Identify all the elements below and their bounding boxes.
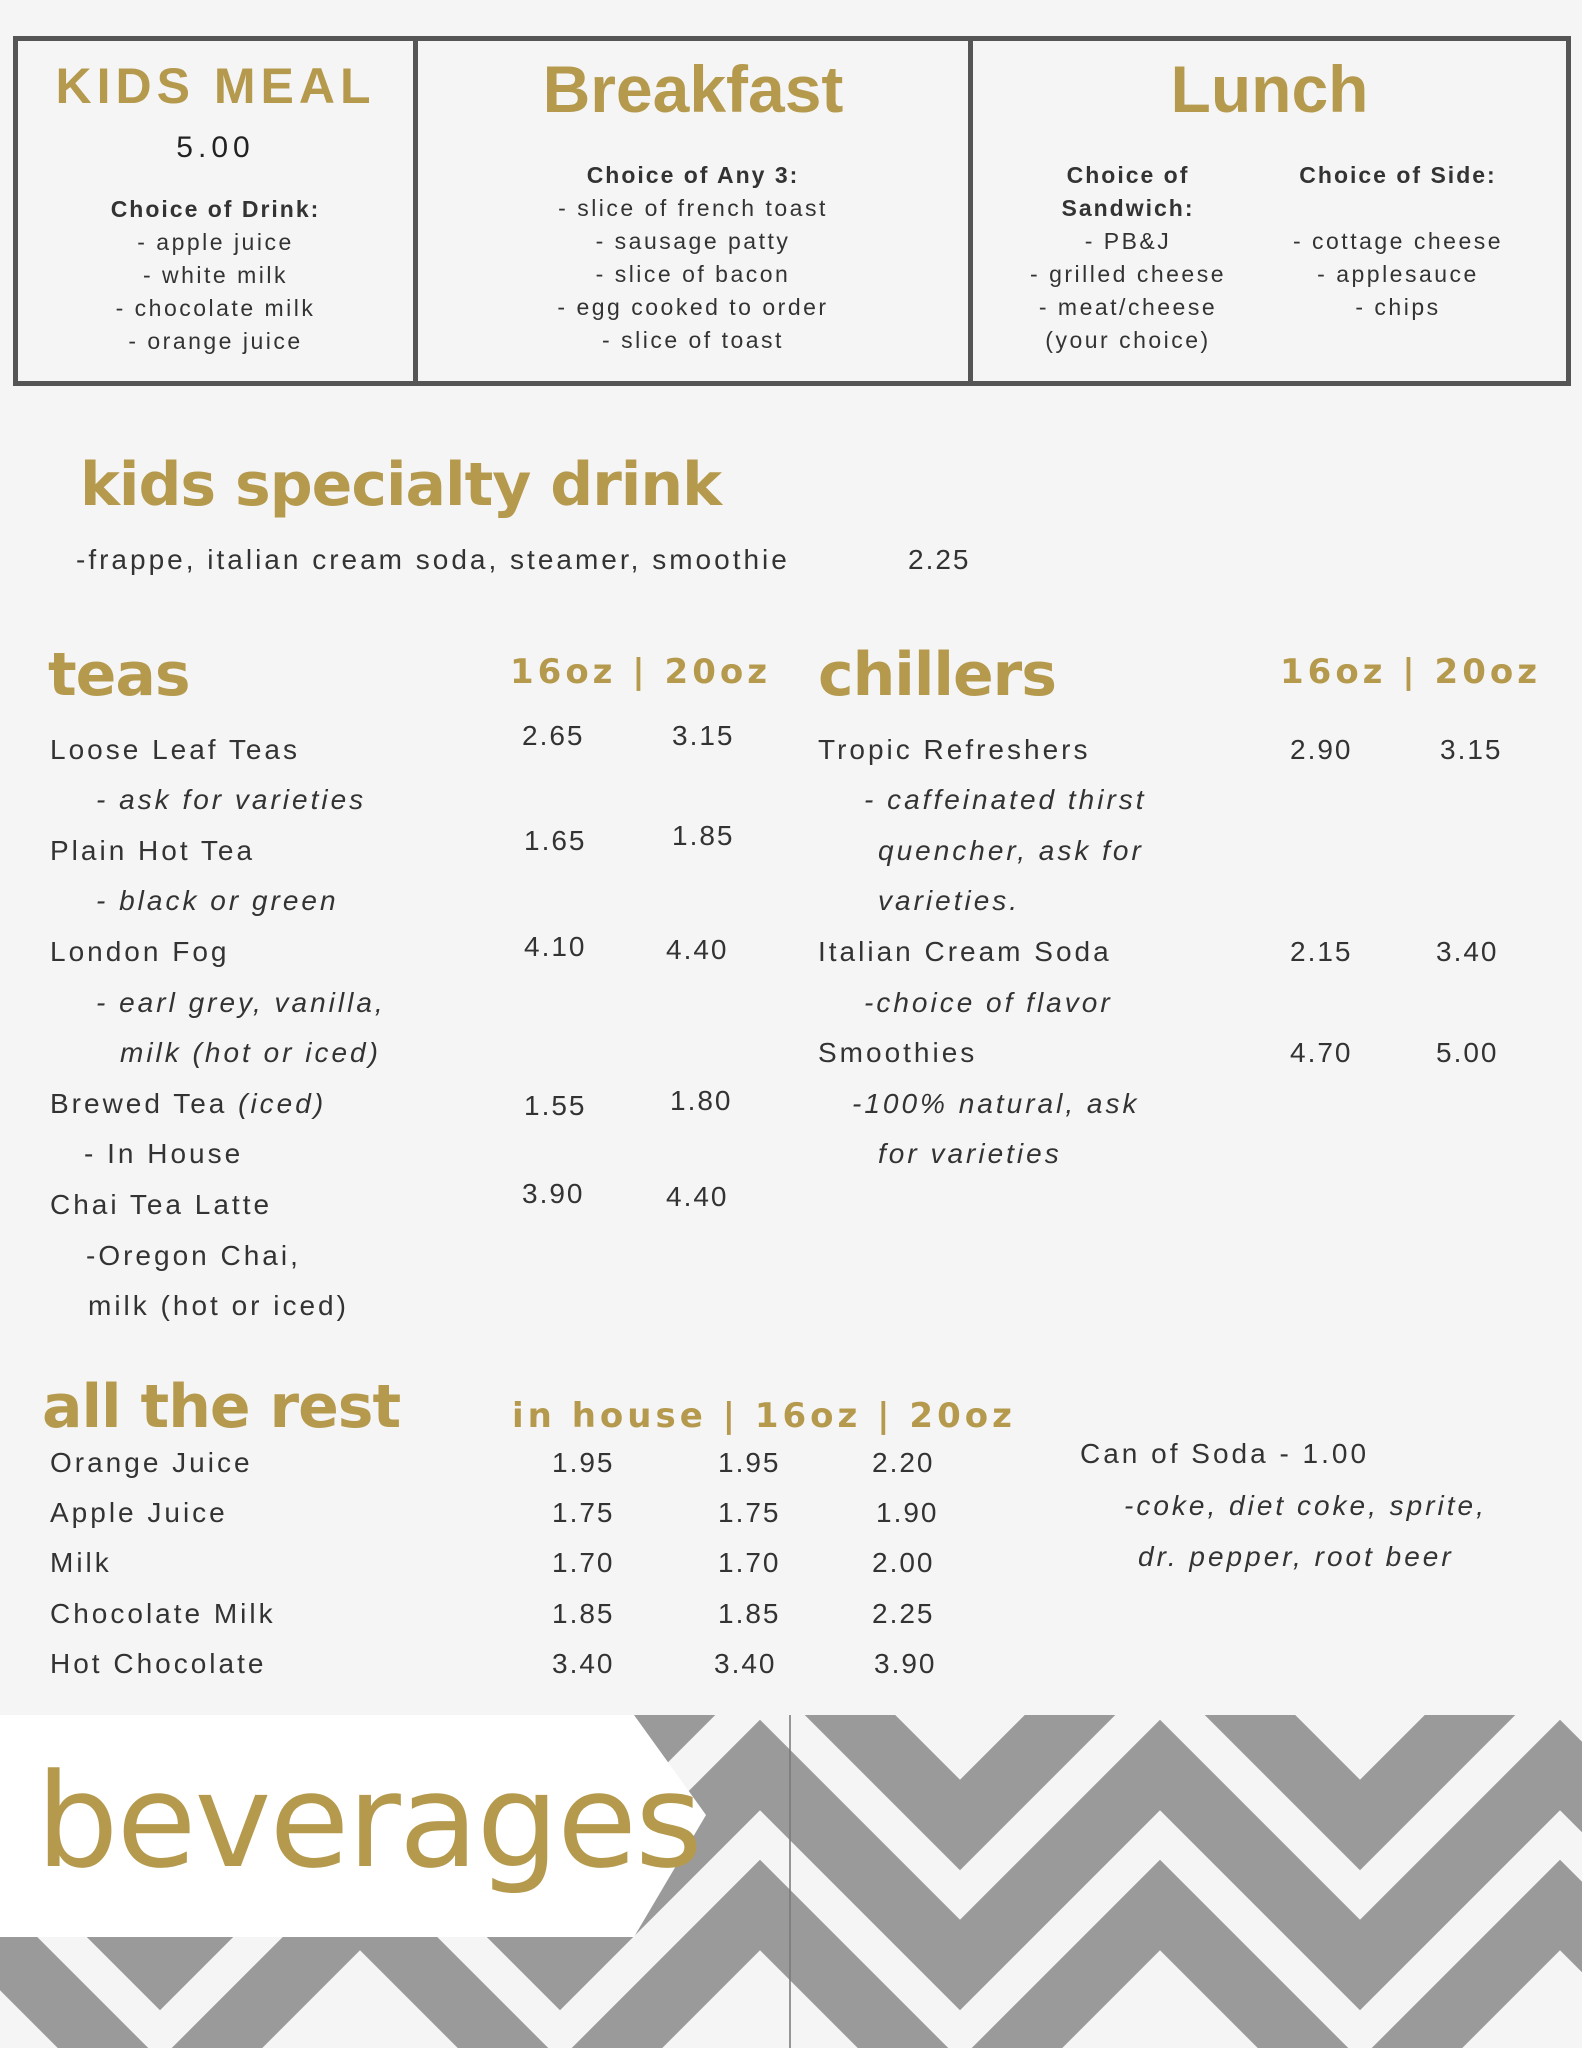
list-item: - chips xyxy=(1355,294,1441,320)
menu-item-name: Apple Juice xyxy=(50,1497,228,1528)
side-list xyxy=(1263,159,1533,324)
list-item: - meat/cheese xyxy=(1038,294,1218,320)
specialty-desc: -frappe, italian cream soda, steamer, smoothie xyxy=(76,544,790,575)
price: 1.70 xyxy=(718,1547,781,1578)
rest-size-header: in house | 16oz | 20oz xyxy=(512,1396,1016,1436)
sandwich-list xyxy=(1003,159,1253,357)
list-item: - apple juice xyxy=(137,229,294,255)
specialty-title: kids specialty drink xyxy=(80,450,721,520)
menu-item-note: milk (hot or iced) xyxy=(88,1290,349,1321)
list-item: - PB&J xyxy=(1084,228,1172,254)
menu-item-note: - black or green xyxy=(96,885,339,916)
kids-drink-list xyxy=(18,193,413,358)
list-item: - slice of french toast xyxy=(558,195,828,221)
menu-item-name: Italian Cream Soda xyxy=(818,936,1112,967)
list-item: - grilled cheese xyxy=(1030,261,1226,287)
menu-item-note: quencher, ask for xyxy=(878,835,1144,866)
price: 1.80 xyxy=(670,1085,733,1116)
side-header: Choice of Side: xyxy=(1299,162,1497,188)
price: 3.90 xyxy=(522,1178,585,1209)
kids-meal-title: KIDS MEAL xyxy=(55,58,376,114)
price: 4.70 xyxy=(1290,1037,1353,1068)
sandwich-header: Choice of xyxy=(1066,162,1190,188)
price: 1.95 xyxy=(552,1447,615,1478)
soda-note: dr. pepper, root beer xyxy=(1138,1541,1454,1572)
teas-title: teas xyxy=(48,640,190,710)
menu-item-note: for varieties xyxy=(878,1138,1062,1169)
price: 1.85 xyxy=(672,820,735,851)
menu-item-note: - ask for varieties xyxy=(96,784,367,815)
price: 1.75 xyxy=(718,1497,781,1528)
menu-item-note: - In House xyxy=(84,1138,244,1169)
specialty-price: 2.25 xyxy=(908,544,971,575)
menu-item-note: -100% natural, ask xyxy=(852,1088,1140,1119)
price: 3.40 xyxy=(1436,936,1499,967)
menu-item-name: Hot Chocolate xyxy=(50,1648,267,1679)
lunch-title: Lunch xyxy=(1170,52,1369,126)
list-item: - chocolate milk xyxy=(115,295,316,321)
price: 4.40 xyxy=(666,1181,729,1212)
menu-item-name: London Fog xyxy=(50,936,230,967)
price: 3.15 xyxy=(1440,734,1503,765)
price: 2.15 xyxy=(1290,936,1353,967)
price: 2.90 xyxy=(1290,734,1353,765)
menu-item-name: Chocolate Milk xyxy=(50,1598,276,1629)
menu-item-note: milk (hot or iced) xyxy=(120,1037,381,1068)
brewed-tea-label: Brewed Tea xyxy=(50,1088,228,1119)
soda-item: Can of Soda - 1.00 xyxy=(1080,1438,1370,1469)
list-item: - egg cooked to order xyxy=(557,294,829,320)
breakfast-title: Breakfast xyxy=(542,52,844,126)
soda-note: -coke, diet coke, sprite, xyxy=(1124,1490,1487,1521)
price: 1.75 xyxy=(552,1497,615,1528)
price: 4.40 xyxy=(666,934,729,965)
price: 1.65 xyxy=(524,825,587,856)
price: 2.20 xyxy=(872,1447,935,1478)
price: 1.95 xyxy=(718,1447,781,1478)
menu-item-note: - earl grey, vanilla, xyxy=(96,987,386,1018)
price: 3.90 xyxy=(874,1648,937,1679)
list-item: - applesauce xyxy=(1317,261,1479,287)
breakfast-header: Choice of Any 3: xyxy=(586,162,800,188)
teas-size-header: 16oz | 20oz xyxy=(510,652,772,692)
lunch-box xyxy=(968,36,1571,386)
menu-item-name: Chai Tea Latte xyxy=(50,1189,273,1220)
menu-item-note: - caffeinated thirst xyxy=(864,784,1147,815)
menu-item-name xyxy=(50,1088,326,1120)
list-item: - cottage cheese xyxy=(1292,228,1504,254)
menu-item-note: -choice of flavor xyxy=(864,987,1113,1018)
chillers-title: chillers xyxy=(818,640,1056,710)
price: 1.90 xyxy=(876,1497,939,1528)
breakfast-box xyxy=(413,36,973,386)
menu-item-note: varieties. xyxy=(878,885,1021,916)
price: 3.15 xyxy=(672,720,735,751)
kids-drink-header: Choice of Drink: xyxy=(110,196,321,222)
list-item: - slice of bacon xyxy=(595,261,791,287)
breakfast-list xyxy=(418,159,968,357)
menu-item-name: Tropic Refreshers xyxy=(818,734,1091,765)
list-item: - orange juice xyxy=(128,328,303,354)
beverages-title: beverages xyxy=(36,1745,701,1897)
menu-item-name: Plain Hot Tea xyxy=(50,835,256,866)
list-item: - white milk xyxy=(142,262,288,288)
price: 2.65 xyxy=(522,720,585,751)
rest-title: all the rest xyxy=(42,1372,401,1442)
price: 5.00 xyxy=(1436,1037,1499,1068)
price: 2.25 xyxy=(872,1598,935,1629)
list-item: (your choice) xyxy=(1045,327,1211,353)
list-item: - slice of toast xyxy=(602,327,784,353)
menu-item-name: Milk xyxy=(50,1547,112,1578)
price: 4.10 xyxy=(524,931,587,962)
price: 3.40 xyxy=(552,1648,615,1679)
menu-item-name: Orange Juice xyxy=(50,1447,253,1478)
price: 1.55 xyxy=(524,1090,587,1121)
iced-label: (iced) xyxy=(238,1088,327,1119)
price: 1.70 xyxy=(552,1547,615,1578)
kids-meal-box xyxy=(13,36,418,386)
menu-item-note: -Oregon Chai, xyxy=(86,1240,301,1271)
price: 1.85 xyxy=(552,1598,615,1629)
menu-item-name: Loose Leaf Teas xyxy=(50,734,300,765)
sandwich-header: Sandwich: xyxy=(1061,195,1195,221)
list-item: - sausage patty xyxy=(595,228,791,254)
price: 1.85 xyxy=(718,1598,781,1629)
price: 3.40 xyxy=(714,1648,777,1679)
menu-item-name: Smoothies xyxy=(818,1037,978,1068)
chillers-size-header: 16oz | 20oz xyxy=(1280,652,1542,692)
price: 2.00 xyxy=(872,1547,935,1578)
kids-meal-price: 5.00 xyxy=(176,131,255,164)
